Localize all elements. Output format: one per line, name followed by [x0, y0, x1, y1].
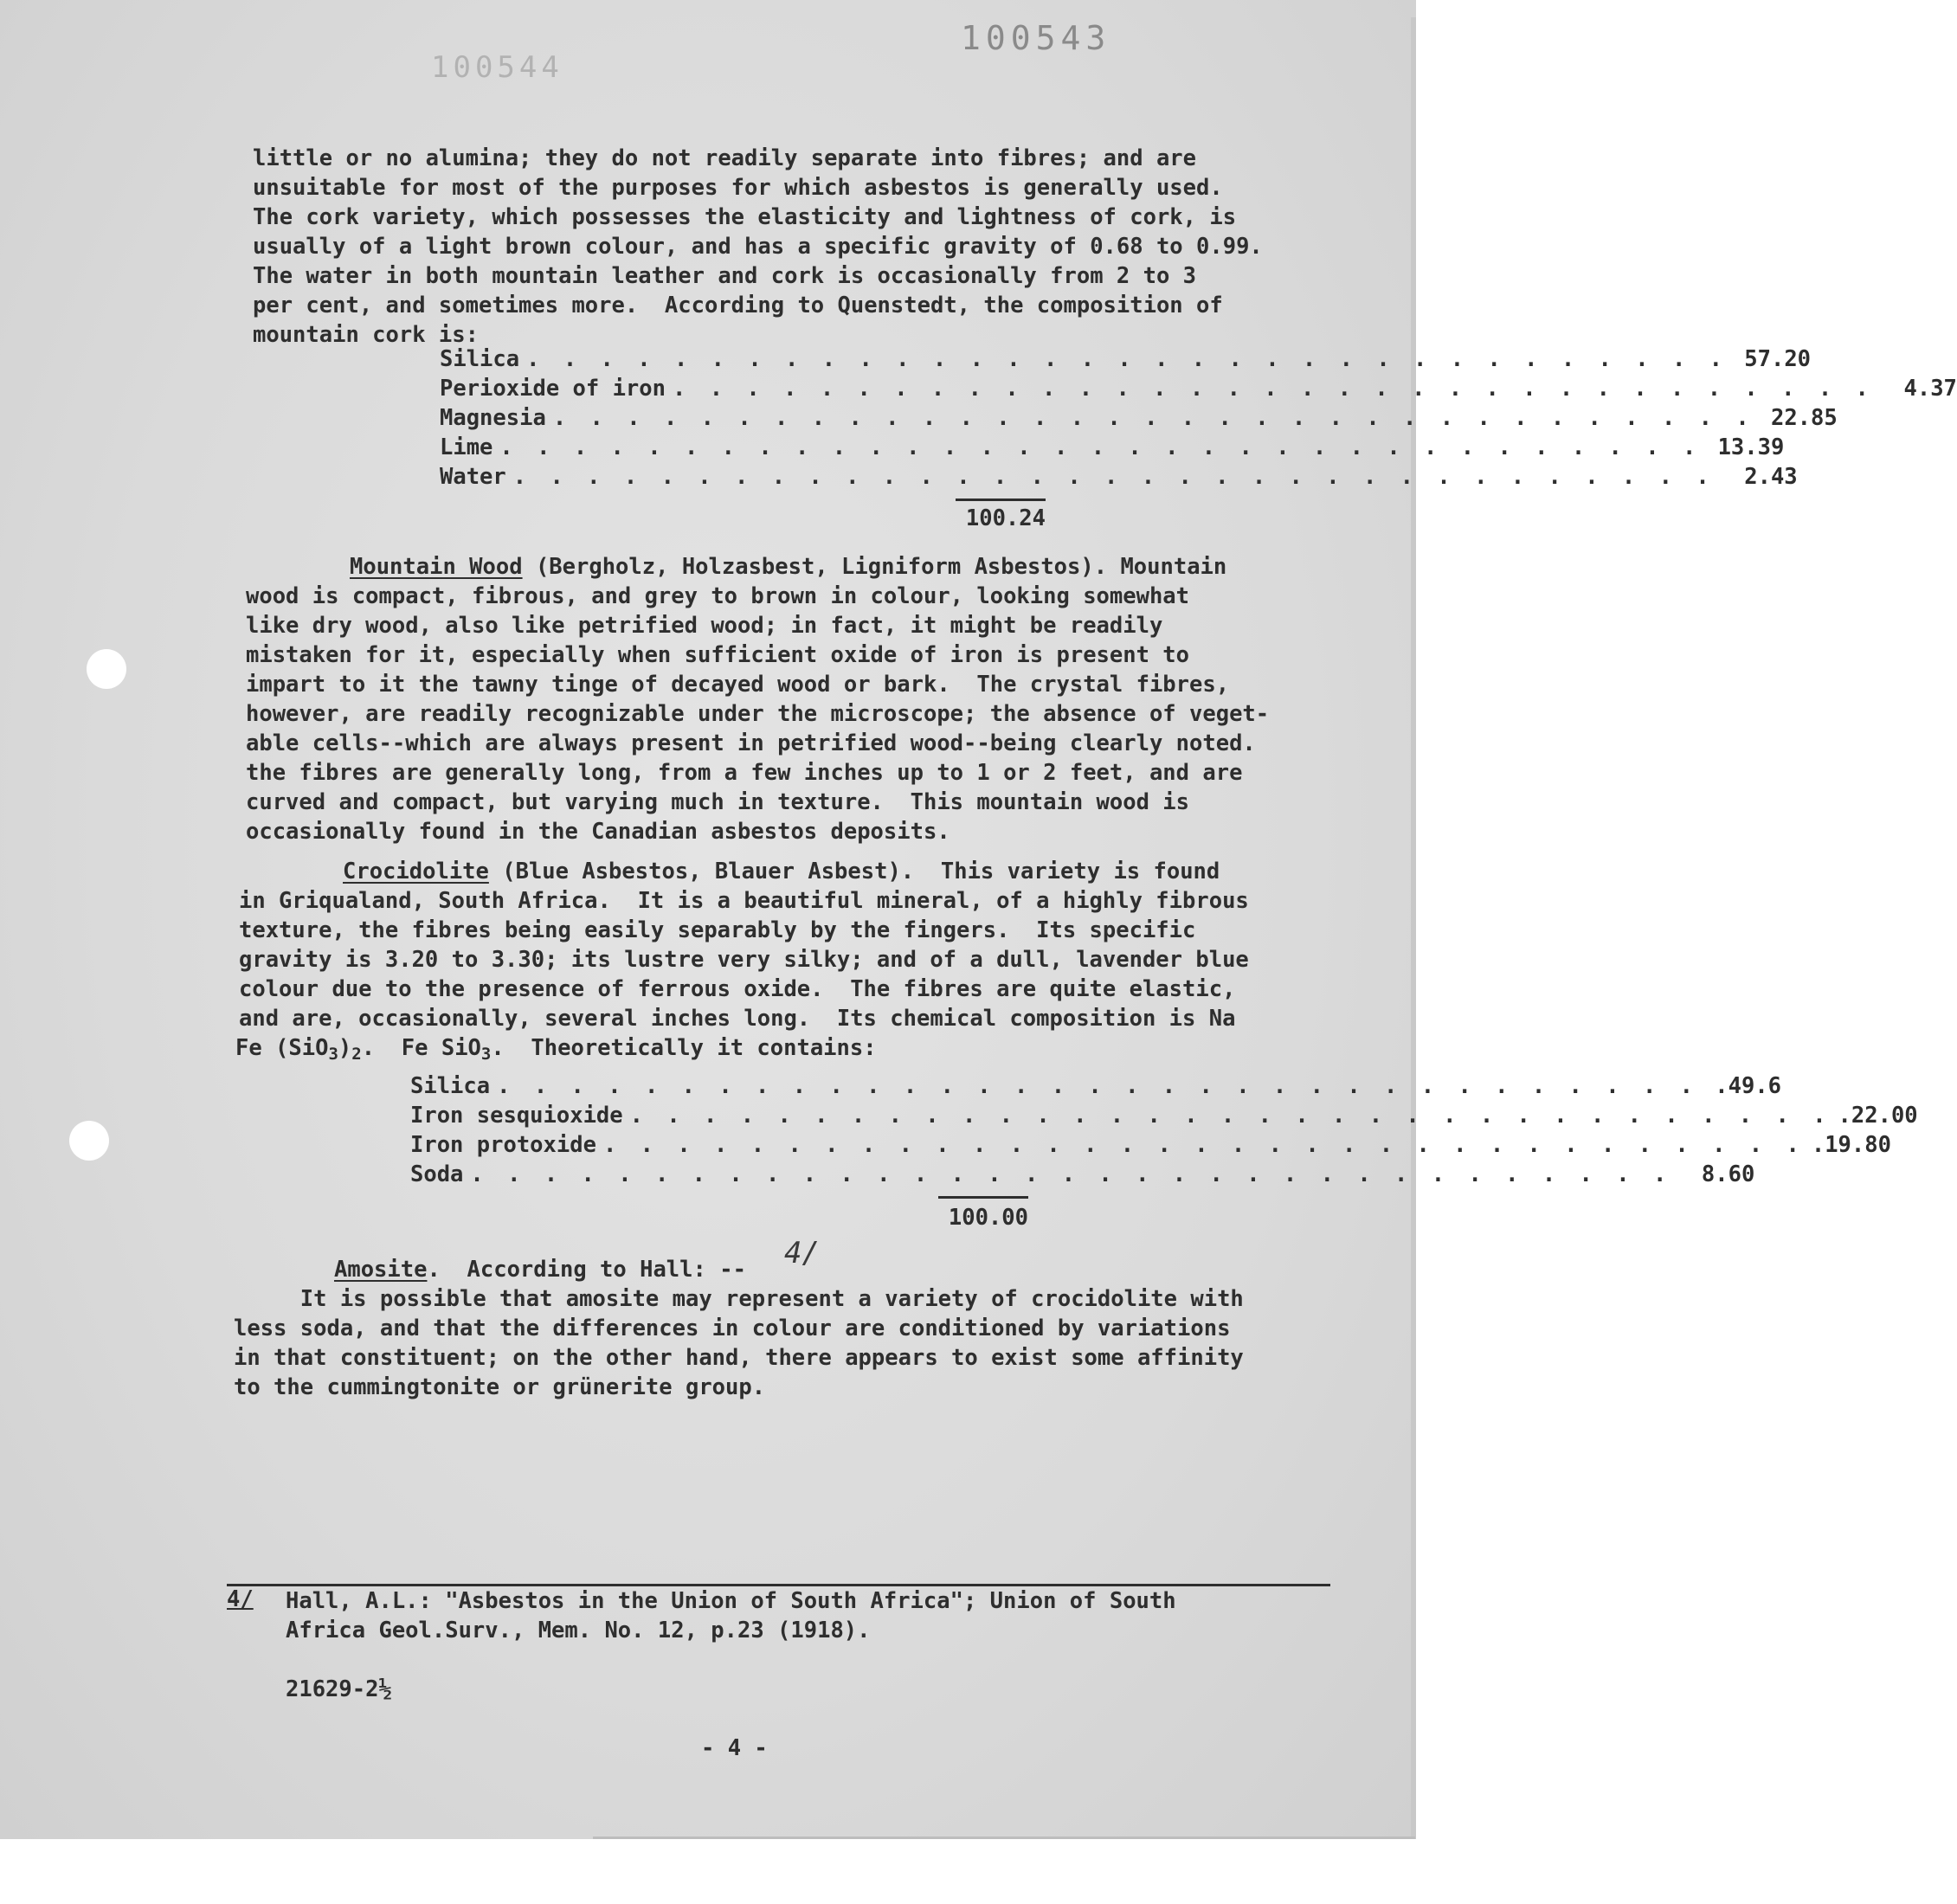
row-value: .22.00	[1838, 1103, 1918, 1129]
text-line: less soda, and that the differences in colour are conditioned by variations	[234, 1315, 1231, 1341]
row-label: Iron protoxide	[410, 1132, 596, 1158]
paragraph-first-line	[343, 857, 1220, 886]
sum-rule	[956, 499, 1046, 501]
text-line: The cork variety, which possesses the elasticity and lightness of cork, is	[253, 204, 1237, 230]
text-line: usually of a light brown colour, and has a specific gravity of 0.68 to 0.99.	[253, 234, 1263, 260]
row-value: 4.37	[1903, 376, 1957, 402]
text-run: . According to Hall: --	[427, 1257, 746, 1283]
text-line: like dry wood, also like petrified wood; in fact, it might be readily	[246, 613, 1163, 639]
row-label: Iron sesquioxide	[410, 1103, 623, 1129]
text-line: and are, occasionally, several inches long. Its chemical composition is Na	[239, 1006, 1236, 1032]
section-heading: Mountain Wood	[350, 554, 523, 580]
text-line: per cent, and sometimes more. According to Quenstedt, the composition of	[253, 293, 1223, 318]
table-row	[440, 434, 1785, 464]
text-line: able cells--which are always present in petrified wood--being clearly noted.	[246, 730, 1256, 756]
section-heading: Amosite	[334, 1257, 428, 1283]
leader-dots: . . . . . . . . . . . . . . . . . . . . . . . . . . . . . . . . .	[602, 1132, 1805, 1158]
row-label: Water	[440, 464, 506, 490]
text-line: mistaken for it, especially when sufficient oxide of iron is present to	[246, 642, 1190, 668]
subscript: 3	[328, 1045, 338, 1064]
text-run: Fe (SiO	[235, 1035, 329, 1061]
text-run: (Bergholz, Holzasbest, Ligniform Asbestos). Mountain	[522, 554, 1227, 580]
row-label: Silica	[410, 1073, 491, 1099]
faint-bleedthrough-number: 100544	[431, 50, 563, 85]
leader-dots: . . . . . . . . . . . . . . . . . . . . . . . . . . . . . . . . .	[552, 405, 1754, 431]
scan-bottom-margin	[0, 1839, 1496, 1904]
document-code: 21629-2½	[286, 1676, 392, 1702]
page-number: - 4 -	[701, 1735, 768, 1761]
table-row	[440, 464, 1798, 493]
footnote-line: Hall, A.L.: "Asbestos in the Union of South Africa"; Union of South	[286, 1588, 1176, 1614]
row-value: 2.43	[1744, 464, 1798, 490]
text-run: (Blue Asbestos, Blauer Asbest). This variety is found	[488, 859, 1220, 884]
punch-hole-upper	[87, 649, 126, 689]
table-row	[440, 376, 1957, 405]
punch-hole-lower	[69, 1121, 109, 1161]
table-row	[410, 1103, 1918, 1132]
leader-dots: . . . . . . . . . . . . . . . . . . . . . . . . . . . . . . . . .	[499, 434, 1702, 460]
text-line: colour due to the presence of ferrous oxide. The fibres are quite elastic,	[239, 976, 1236, 1002]
table-total: 100.24	[965, 505, 1046, 531]
row-value: 13.39	[1717, 434, 1785, 460]
subscript: 3	[480, 1045, 492, 1064]
document-number-stamp: 100543	[961, 19, 1111, 57]
text-line: in Griqualand, South Africa. It is a beautiful mineral, of a highly fibrous	[239, 888, 1249, 914]
paragraph-first-line	[350, 552, 1226, 582]
row-value: 22.85	[1770, 405, 1838, 431]
footnote-mark: 4/	[227, 1586, 254, 1612]
leader-dots: . . . . . . . . . . . . . . . . . . . . . . . . . . . . . . . . .	[629, 1103, 1831, 1129]
text-line: curved and compact, but varying much in texture. This mountain wood is	[246, 789, 1190, 815]
footnote-line: Africa Geol.Surv., Mem. No. 12, p.23 (1918).	[286, 1618, 871, 1643]
leader-dots: . . . . . . . . . . . . . . . . . . . . . . . . . . . . . . . . .	[526, 346, 1728, 372]
paragraph-first-line	[334, 1255, 746, 1284]
sum-rule	[938, 1196, 1028, 1199]
formula-line	[235, 1033, 877, 1069]
text-line: wood is compact, fibrous, and grey to brown in colour, looking somewhat	[246, 583, 1190, 609]
row-label: Magnesia	[440, 405, 546, 431]
text-line: however, are readily recognizable under the microscope; the absence of veget-	[246, 701, 1270, 727]
subscript: 2	[351, 1045, 362, 1064]
leader-dots: . . . . . . . . . . . . . . . . . . . . . . . . . . . . . . . . .	[470, 1161, 1672, 1187]
text-run: )	[338, 1035, 352, 1061]
text-line: mountain cork is:	[253, 322, 479, 348]
row-label: Lime	[440, 434, 493, 460]
leader-dots: . . . . . . . . . . . . . . . . . . . . . . . . . . . . . . . . .	[497, 1073, 1699, 1099]
text-run: . Theoretically it contains:	[491, 1035, 877, 1061]
leader-dots: . . . . . . . . . . . . . . . . . . . . . . . . . . . . . . . . .	[673, 376, 1874, 402]
text-line: little or no alumina; they do not readily separate into fibres; and are	[253, 145, 1197, 171]
row-value: 57.20	[1744, 346, 1812, 372]
row-value: .19.80	[1811, 1132, 1891, 1158]
table-row	[440, 346, 1812, 376]
row-value: .49.6	[1715, 1073, 1782, 1099]
text-line: texture, the fibres being easily separably by the fingers. Its specific	[239, 917, 1196, 943]
table-total: 100.00	[948, 1205, 1028, 1231]
text-line: gravity is 3.20 to 3.30; its lustre very silky; and of a dull, lavender blue	[239, 947, 1249, 973]
text-line: unsuitable for most of the purposes for which asbestos is generally used.	[253, 175, 1223, 201]
text-line: in that constituent; on the other hand, there appears to exist some affinity	[234, 1345, 1244, 1371]
table-row	[410, 1073, 1782, 1103]
text-line: to the cummingtonite or grünerite group.	[234, 1374, 766, 1400]
row-label: Perioxide of iron	[440, 376, 666, 402]
leader-dots: . . . . . . . . . . . . . . . . . . . . . . . . . . . . . . . . .	[512, 464, 1715, 490]
handwritten-footnote-ref: 4/	[784, 1236, 820, 1270]
text-line: The water in both mountain leather and cork is occasionally from 2 to 3	[253, 263, 1197, 289]
table-row	[410, 1161, 1755, 1191]
text-line: the fibres are generally long, from a few inches up to 1 or 2 feet, and are	[246, 760, 1243, 786]
page-edge-shadow	[1411, 17, 1416, 1839]
text-line: It is possible that amosite may represent a variety of crocidolite with	[234, 1286, 1244, 1312]
row-label: Silica	[440, 346, 520, 372]
row-value: 8.60	[1701, 1161, 1755, 1187]
text-line: occasionally found in the Canadian asbestos deposits.	[246, 819, 950, 845]
row-label: Soda	[410, 1161, 464, 1187]
text-run: . Fe SiO	[361, 1035, 481, 1061]
table-row	[440, 405, 1838, 434]
text-line: impart to it the tawny tinge of decayed wood or bark. The crystal fibres,	[246, 672, 1230, 698]
section-heading: Crocidolite	[343, 859, 489, 884]
table-row	[410, 1132, 1891, 1161]
scan-edge-line	[593, 1836, 1415, 1839]
